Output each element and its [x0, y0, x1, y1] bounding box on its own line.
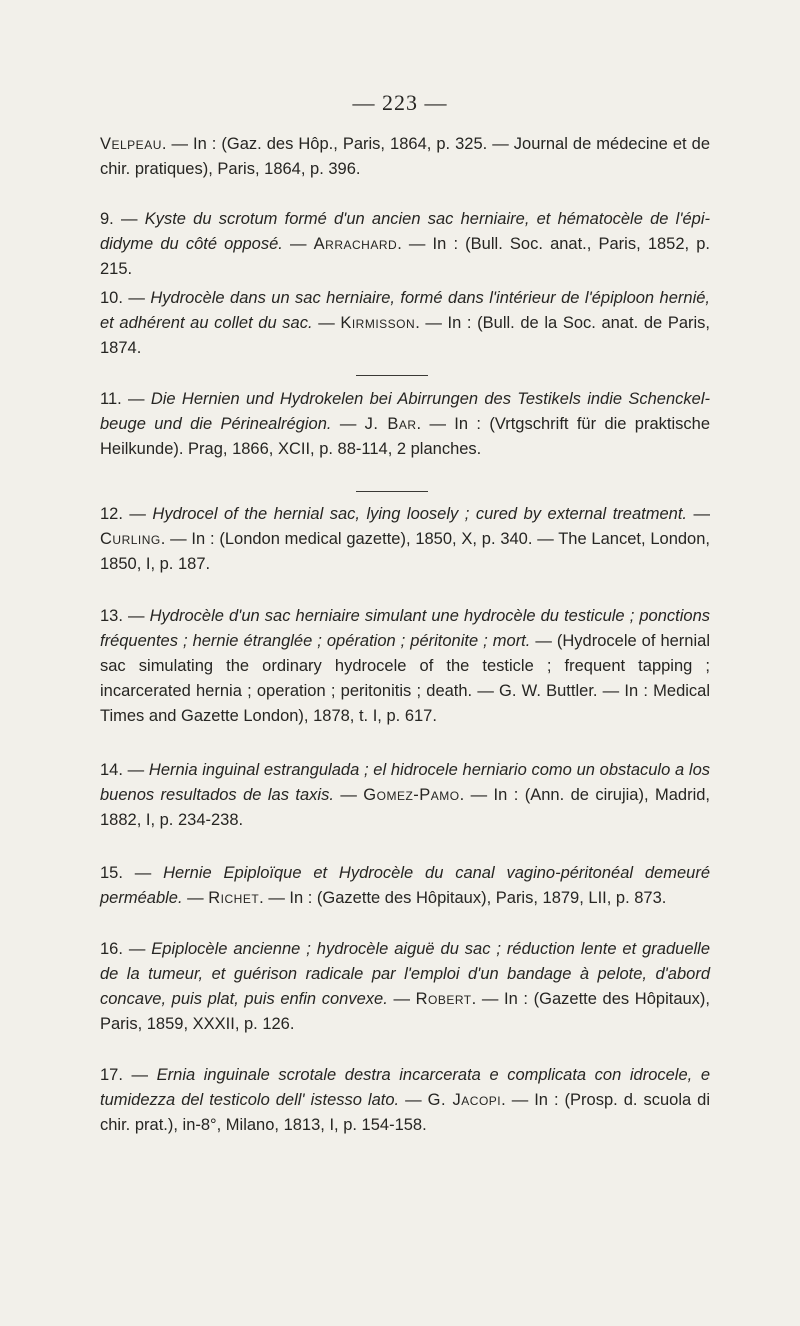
- entry-reference: . — In : (Ann. de cirujia), Madrid, 1882, I, p. 234-238.: [100, 786, 710, 829]
- entry-reference: . — In : (London medical gazette), 1850, X, p. 340. — The Lancet, London, 1850, I, p. 187.: [100, 530, 710, 573]
- entry-number: 10. —: [100, 289, 151, 307]
- entry-reference: . — In : (Prosp. d. scuola di chir. prat.), in-8°, Milano, 1813, I, p. 154-158.: [100, 1091, 711, 1134]
- entry-title: Die Hernien und Hydrokelen bei Abirrungen des Testikels indie Schenckel-beuge und die Périnealrégion.: [100, 390, 710, 433]
- entry-title: Hydrocel of the hernial sac, lying loosely ; cured by external treatment.: [152, 505, 687, 523]
- entry-number: 13. —: [100, 607, 150, 625]
- entry-author: Kirmisson: [340, 314, 416, 332]
- bibliography-entry: 11. — Die Hernien und Hydrokelen bei Abirrungen des Testikels indie Schenckel-beuge und die Périnealrégion. — J. Bar. — In : (Vrtgschrift für die praktische Heilkunde). Prag, 1866, XCII, p. 88-114, 2 planches.: [100, 390, 711, 458]
- entry-title: Hernie Epiploïque et Hydrocèle du canal vagino-péritonéal demeuré perméable.: [100, 864, 710, 907]
- entry-reference: . — In : (Gazette des Hôpitaux), Paris, 1859, XXXII, p. 126.: [100, 990, 711, 1033]
- entry-author: G. Jacopi: [427, 1091, 502, 1109]
- entry-title: Ernia inguinale scrotale destra incarcerata e complicata con idrocele, e tumidezza del testicolo dell' istesso lato.: [100, 1066, 711, 1109]
- entry-reference: . — In : (Gaz. des Hôp., Paris, 1864, p. 325. — Journal de médecine et de chir. pratiques), Paris, 1864, p. 396.: [100, 135, 710, 178]
- entry-number: 15. —: [100, 864, 164, 882]
- bibliography-entry: 13. — Hydrocèle d'un sac herniaire simulant une hydrocèle du testicule ; ponctions fréquentes ; hernie étranglée ; opération ; péritonite ; mort. — (Hydrocele of hernial sac simulating the ordinary hydrocele of the testicle ; frequent tapping ; incarcerated hernia ; operation ; peritonitis ; death. — G. W. Buttler. — In : Medical Times and Gazette London), 1878, t. I, p. 617.: [100, 607, 710, 725]
- entry-reference: . — In : (Bull. Soc. anat., Paris, 1852, p. 215.: [100, 235, 711, 278]
- bibliography-entry: 16. — Epiplocèle ancienne ; hydrocèle aiguë du sac ; réduction lente et graduelle de la tumeur, et guérison radicale par l'emploi d'un bandage à pelote, d'abord concave, puis plat, puis enfin convexe. — Robert. — In : (Gazette des Hôpitaux), Paris, 1859, XXXII, p. 126.: [100, 940, 711, 1033]
- entry-author: Velpeau: [100, 135, 162, 153]
- entry-reference: . — In : (Vrtgschrift für die praktische Heilkunde). Prag, 1866, XCII, p. 88-114, 2 planches.: [100, 415, 711, 458]
- entry-author: Richet: [208, 889, 260, 907]
- entry-author: Arrachard: [313, 235, 398, 253]
- entry-number: 17. —: [100, 1066, 157, 1084]
- entry-title: Hernia inguinal estrangulada ; el hidrocele herniario como un obstaculo a los buenos resultados de las taxis.: [100, 761, 711, 804]
- entry-number: 12. —: [100, 505, 153, 523]
- entry-title: Hydrocèle d'un sac herniaire simulant une hydrocèle du testicule ; ponctions fréquentes ; hernie étranglée ; opération ; péritonite ; mort.: [100, 607, 710, 650]
- entry-author: Gomez-Pamo: [363, 786, 460, 804]
- bibliography-entry: 14. — Hernia inguinal estrangulada ; el hidrocele herniario como un obstaculo a los buenos resultados de las taxis. — Gomez-Pamo. — In : (Ann. de cirujia), Madrid, 1882, I, p. 234-238.: [100, 761, 711, 829]
- entry-number: 14. —: [100, 761, 149, 779]
- separator-rule: [356, 491, 428, 492]
- entry-number: 16. —: [100, 940, 152, 958]
- entry-author: J. Bar: [364, 415, 417, 433]
- bibliography-entry: [100, 132, 710, 182]
- entry-reference: . — In : (Bull. de la Soc. anat. de Paris, 1874.: [100, 314, 710, 357]
- page-number: — 223 —: [352, 90, 448, 115]
- bibliography-entry: 17. — Ernia inguinale scrotale destra incarcerata e complicata con idrocele, e tumidezza del testicolo dell' istesso lato. — G. Jacopi. — In : (Prosp. d. scuola di chir. prat.), in-8°, Milano, 1813, I, p. 154-158.: [100, 1066, 711, 1134]
- entry-title: Epiplocèle ancienne ; hydrocèle aiguë du sac ; réduction lente et graduelle de la tumeur, et guérison radicale par l'emploi d'un bandage à pelote, d'abord concave, puis plat, puis enfin convexe.: [100, 940, 711, 1008]
- entry-reference: (Hydrocele of hernial sac simulating the ordinary hydrocele of the testicle ; frequent tapping ; incarcerated hernia ; operation ; peritonitis ; death. — G. W. Buttler. — In : Medical Times and Gazette London), 1878, t. I, p. 617.: [100, 632, 710, 725]
- entry-title: Hydrocèle dans un sac herniaire, formé dans l'intérieur de l'épiploon hernié, et adhérent au collet du sac.: [100, 289, 710, 332]
- entry-title: Kyste du scrotum formé d'un ancien sac herniaire, et hématocèle de l'épi-didyme du côté opposé.: [100, 210, 710, 253]
- bibliography-entry: 12. — Hydrocel of the hernial sac, lying loosely ; cured by external treatment. — Curling. — In : (London medical gazette), 1850, X, p. 340. — The Lancet, London, 1850, I, p. 187.: [100, 505, 710, 573]
- bibliography-entry: 10. — Hydrocèle dans un sac herniaire, formé dans l'intérieur de l'épiploon hernié, et adhérent au collet du sac. — Kirmisson. — In : (Bull. de la Soc. anat. de Paris, 1874.: [100, 289, 710, 357]
- entry-author: Robert: [415, 990, 472, 1008]
- bibliography-entry: 9. — Kyste du scrotum formé d'un ancien sac herniaire, et hématocèle de l'épi-didyme du côté opposé. — Arrachard. — In : (Bull. Soc. anat., Paris, 1852, p. 215.: [100, 210, 711, 278]
- entry-number: 9. —: [100, 210, 145, 228]
- entry-number: 11. —: [100, 390, 151, 408]
- entry-reference: . — In : (Gazette des Hôpitaux), Paris, 1879, LII, p. 873.: [259, 889, 667, 907]
- entry-author: Curling: [100, 530, 161, 548]
- bibliography-entry: 15. — Hernie Epiploïque et Hydrocèle du canal vagino-péritonéal demeuré perméable. — Richet. — In : (Gazette des Hôpitaux), Paris, 1879, LII, p. 873.: [100, 864, 710, 907]
- separator-rule: [356, 375, 428, 376]
